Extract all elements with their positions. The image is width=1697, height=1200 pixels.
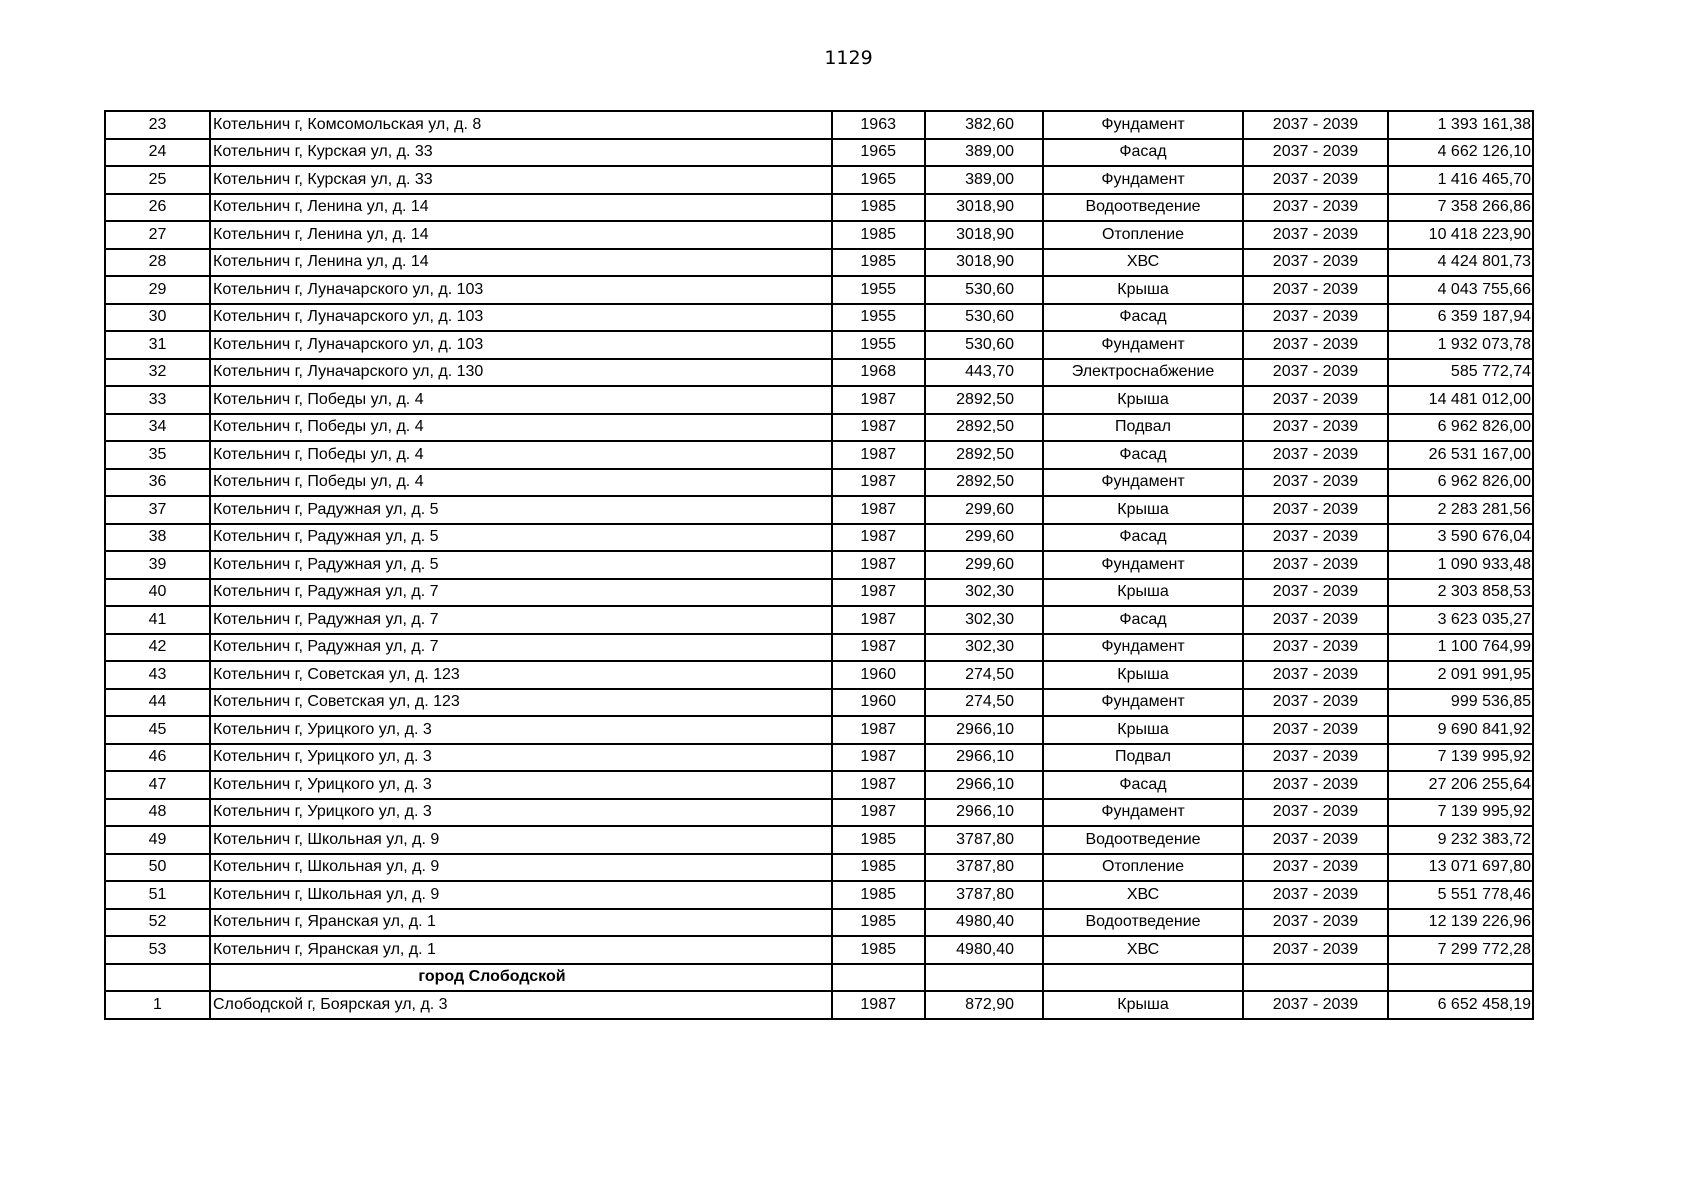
area-cell: 302,30: [925, 579, 1043, 607]
area-cell: 530,60: [925, 304, 1043, 332]
row-number-cell: 27: [105, 221, 210, 249]
work-type-cell: Крыша: [1043, 276, 1243, 304]
area-cell: 382,60: [925, 111, 1043, 139]
address-cell: Котельнич г, Урицкого ул, д. 3: [210, 799, 832, 827]
work-type-cell: ХВС: [1043, 249, 1243, 277]
area-cell: 274,50: [925, 689, 1043, 717]
area-cell: 2966,10: [925, 744, 1043, 772]
build-year-cell: 1985: [832, 221, 925, 249]
build-year-cell: 1985: [832, 249, 925, 277]
period-cell: 2037 - 2039: [1243, 304, 1388, 332]
repair-schedule-table: [104, 110, 1534, 1020]
address-cell: Котельнич г, Победы ул, д. 4: [210, 469, 832, 497]
work-type-cell: Крыша: [1043, 716, 1243, 744]
row-number-cell: 49: [105, 826, 210, 854]
area-cell: 299,60: [925, 551, 1043, 579]
work-type-cell: Фасад: [1043, 139, 1243, 167]
period-cell: 2037 - 2039: [1243, 551, 1388, 579]
build-year-cell: 1987: [832, 991, 925, 1019]
work-type-cell: Фундамент: [1043, 166, 1243, 194]
period-cell: 2037 - 2039: [1243, 359, 1388, 387]
area-cell: 872,90: [925, 991, 1043, 1019]
build-year-cell: 1987: [832, 496, 925, 524]
area-cell: 299,60: [925, 524, 1043, 552]
table-row: [105, 496, 1533, 524]
period-cell: 2037 - 2039: [1243, 496, 1388, 524]
row-number-cell: 31: [105, 331, 210, 359]
table-row: [105, 936, 1533, 964]
row-number-cell: 48: [105, 799, 210, 827]
row-number-cell: 23: [105, 111, 210, 139]
table-row: [105, 524, 1533, 552]
build-year-cell: 1987: [832, 799, 925, 827]
area-cell: 389,00: [925, 139, 1043, 167]
build-year-cell: 1985: [832, 854, 925, 882]
area-cell: 2966,10: [925, 799, 1043, 827]
period-cell: 2037 - 2039: [1243, 936, 1388, 964]
address-cell: Котельнич г, Урицкого ул, д. 3: [210, 771, 832, 799]
table-row: [105, 194, 1533, 222]
address-cell: Котельнич г, Радужная ул, д. 5: [210, 551, 832, 579]
address-cell: Котельнич г, Яранская ул, д. 1: [210, 936, 832, 964]
area-cell: 302,30: [925, 606, 1043, 634]
address-cell: Котельнич г, Луначарского ул, д. 103: [210, 304, 832, 332]
cost-cell: 4 043 755,66: [1388, 276, 1533, 304]
row-number-cell: 1: [105, 991, 210, 1019]
row-number-cell: 35: [105, 441, 210, 469]
cost-cell: 2 283 281,56: [1388, 496, 1533, 524]
row-number-cell: 41: [105, 606, 210, 634]
table-row: [105, 799, 1533, 827]
period-cell: 2037 - 2039: [1243, 331, 1388, 359]
work-type-cell: Фундамент: [1043, 469, 1243, 497]
address-cell: Котельнич г, Луначарского ул, д. 103: [210, 276, 832, 304]
empty-cell: [1043, 964, 1243, 992]
row-number-cell: 24: [105, 139, 210, 167]
cost-cell: 12 139 226,96: [1388, 909, 1533, 937]
cost-cell: 2 303 858,53: [1388, 579, 1533, 607]
address-cell: Котельнич г, Ленина ул, д. 14: [210, 221, 832, 249]
work-type-cell: Фундамент: [1043, 331, 1243, 359]
work-type-cell: Водоотведение: [1043, 909, 1243, 937]
period-cell: 2037 - 2039: [1243, 744, 1388, 772]
cost-cell: 10 418 223,90: [1388, 221, 1533, 249]
table-row: [105, 276, 1533, 304]
table-row: [105, 854, 1533, 882]
empty-cell: [1243, 964, 1388, 992]
table-row: [105, 249, 1533, 277]
area-cell: 302,30: [925, 634, 1043, 662]
table-row: [105, 826, 1533, 854]
address-cell: Котельнич г, Радужная ул, д. 7: [210, 606, 832, 634]
work-type-cell: Подвал: [1043, 414, 1243, 442]
period-cell: 2037 - 2039: [1243, 441, 1388, 469]
period-cell: 2037 - 2039: [1243, 909, 1388, 937]
address-cell: Котельнич г, Яранская ул, д. 1: [210, 909, 832, 937]
build-year-cell: 1985: [832, 194, 925, 222]
row-number-cell: 39: [105, 551, 210, 579]
build-year-cell: 1968: [832, 359, 925, 387]
period-cell: 2037 - 2039: [1243, 826, 1388, 854]
period-cell: 2037 - 2039: [1243, 716, 1388, 744]
table-row: [105, 331, 1533, 359]
cost-cell: 7 139 995,92: [1388, 799, 1533, 827]
area-cell: 2892,50: [925, 414, 1043, 442]
table-row: [105, 744, 1533, 772]
build-year-cell: 1987: [832, 634, 925, 662]
period-cell: 2037 - 2039: [1243, 194, 1388, 222]
area-cell: 443,70: [925, 359, 1043, 387]
period-cell: 2037 - 2039: [1243, 414, 1388, 442]
area-cell: 3018,90: [925, 249, 1043, 277]
table-row: [105, 111, 1533, 139]
work-type-cell: Крыша: [1043, 386, 1243, 414]
empty-cell: [925, 964, 1043, 992]
row-number-cell: 40: [105, 579, 210, 607]
row-number-cell: 32: [105, 359, 210, 387]
row-number-cell: 36: [105, 469, 210, 497]
cost-cell: 6 359 187,94: [1388, 304, 1533, 332]
table-row: [105, 166, 1533, 194]
period-cell: 2037 - 2039: [1243, 579, 1388, 607]
period-cell: 2037 - 2039: [1243, 276, 1388, 304]
build-year-cell: 1987: [832, 716, 925, 744]
area-cell: 2892,50: [925, 386, 1043, 414]
table-body: [105, 111, 1533, 1019]
area-cell: 3787,80: [925, 854, 1043, 882]
work-type-cell: Электроснабжение: [1043, 359, 1243, 387]
cost-cell: 14 481 012,00: [1388, 386, 1533, 414]
work-type-cell: Фасад: [1043, 771, 1243, 799]
row-number-cell: 43: [105, 661, 210, 689]
row-number-cell: 26: [105, 194, 210, 222]
row-number-cell: 29: [105, 276, 210, 304]
work-type-cell: Отопление: [1043, 854, 1243, 882]
page-number: 1129: [824, 47, 873, 69]
period-cell: 2037 - 2039: [1243, 771, 1388, 799]
row-number-cell: 51: [105, 881, 210, 909]
table-row: [105, 359, 1533, 387]
build-year-cell: 1963: [832, 111, 925, 139]
cost-cell: 13 071 697,80: [1388, 854, 1533, 882]
cost-cell: 26 531 167,00: [1388, 441, 1533, 469]
cost-cell: 585 772,74: [1388, 359, 1533, 387]
address-cell: Слободской г, Боярская ул, д. 3: [210, 991, 832, 1019]
work-type-cell: Фасад: [1043, 304, 1243, 332]
table-row: [105, 909, 1533, 937]
build-year-cell: 1987: [832, 771, 925, 799]
cost-cell: 1 090 933,48: [1388, 551, 1533, 579]
period-cell: 2037 - 2039: [1243, 634, 1388, 662]
cost-cell: 4 424 801,73: [1388, 249, 1533, 277]
cost-cell: 1 932 073,78: [1388, 331, 1533, 359]
area-cell: 2966,10: [925, 771, 1043, 799]
table-row: [105, 689, 1533, 717]
build-year-cell: 1987: [832, 469, 925, 497]
address-cell: Котельнич г, Луначарского ул, д. 130: [210, 359, 832, 387]
table-row: [105, 221, 1533, 249]
period-cell: 2037 - 2039: [1243, 661, 1388, 689]
address-cell: Котельнич г, Победы ул, д. 4: [210, 386, 832, 414]
work-type-cell: Фундамент: [1043, 634, 1243, 662]
work-type-cell: Фасад: [1043, 524, 1243, 552]
area-cell: 299,60: [925, 496, 1043, 524]
work-type-cell: Водоотведение: [1043, 826, 1243, 854]
address-cell: Котельнич г, Урицкого ул, д. 3: [210, 744, 832, 772]
address-cell: Котельнич г, Курская ул, д. 33: [210, 166, 832, 194]
empty-cell: [1388, 964, 1533, 992]
row-number-cell: 37: [105, 496, 210, 524]
address-cell: Котельнич г, Радужная ул, д. 7: [210, 579, 832, 607]
cost-cell: 3 590 676,04: [1388, 524, 1533, 552]
period-cell: 2037 - 2039: [1243, 139, 1388, 167]
empty-cell: [832, 964, 925, 992]
cost-cell: 6 962 826,00: [1388, 414, 1533, 442]
work-type-cell: Фундамент: [1043, 799, 1243, 827]
area-cell: 3018,90: [925, 221, 1043, 249]
row-number-cell: 45: [105, 716, 210, 744]
build-year-cell: 1987: [832, 414, 925, 442]
empty-cell: [105, 964, 210, 992]
build-year-cell: 1987: [832, 386, 925, 414]
address-cell: Котельнич г, Ленина ул, д. 14: [210, 249, 832, 277]
period-cell: 2037 - 2039: [1243, 799, 1388, 827]
address-cell: Котельнич г, Радужная ул, д. 7: [210, 634, 832, 662]
build-year-cell: 1955: [832, 331, 925, 359]
table-row: [105, 881, 1533, 909]
address-cell: Котельнич г, Советская ул, д. 123: [210, 689, 832, 717]
work-type-cell: Крыша: [1043, 661, 1243, 689]
row-number-cell: 33: [105, 386, 210, 414]
work-type-cell: Крыша: [1043, 496, 1243, 524]
table-row: [105, 579, 1533, 607]
period-cell: 2037 - 2039: [1243, 469, 1388, 497]
cost-cell: 4 662 126,10: [1388, 139, 1533, 167]
section-header-row: [105, 964, 1533, 992]
cost-cell: 2 091 991,95: [1388, 661, 1533, 689]
table-row: [105, 551, 1533, 579]
row-number-cell: 28: [105, 249, 210, 277]
row-number-cell: 25: [105, 166, 210, 194]
table-row: [105, 716, 1533, 744]
cost-cell: 27 206 255,64: [1388, 771, 1533, 799]
period-cell: 2037 - 2039: [1243, 111, 1388, 139]
table-row: [105, 634, 1533, 662]
build-year-cell: 1985: [832, 909, 925, 937]
cost-cell: 7 358 266,86: [1388, 194, 1533, 222]
address-cell: Котельнич г, Луначарского ул, д. 103: [210, 331, 832, 359]
cost-cell: 6 652 458,19: [1388, 991, 1533, 1019]
build-year-cell: 1985: [832, 826, 925, 854]
work-type-cell: Подвал: [1043, 744, 1243, 772]
row-number-cell: 44: [105, 689, 210, 717]
period-cell: 2037 - 2039: [1243, 249, 1388, 277]
table-row: [105, 139, 1533, 167]
table-row: [105, 606, 1533, 634]
cost-cell: 999 536,85: [1388, 689, 1533, 717]
address-cell: Котельнич г, Победы ул, д. 4: [210, 441, 832, 469]
address-cell: Котельнич г, Ленина ул, д. 14: [210, 194, 832, 222]
table-row: [105, 661, 1533, 689]
build-year-cell: 1987: [832, 606, 925, 634]
cost-cell: 5 551 778,46: [1388, 881, 1533, 909]
build-year-cell: 1965: [832, 139, 925, 167]
area-cell: 3018,90: [925, 194, 1043, 222]
cost-cell: 6 962 826,00: [1388, 469, 1533, 497]
area-cell: 274,50: [925, 661, 1043, 689]
work-type-cell: Крыша: [1043, 579, 1243, 607]
cost-cell: 3 623 035,27: [1388, 606, 1533, 634]
cost-cell: 7 299 772,28: [1388, 936, 1533, 964]
area-cell: 2892,50: [925, 469, 1043, 497]
row-number-cell: 38: [105, 524, 210, 552]
period-cell: 2037 - 2039: [1243, 854, 1388, 882]
row-number-cell: 50: [105, 854, 210, 882]
build-year-cell: 1987: [832, 441, 925, 469]
table-row: [105, 771, 1533, 799]
row-number-cell: 53: [105, 936, 210, 964]
address-cell: Котельнич г, Победы ул, д. 4: [210, 414, 832, 442]
area-cell: 2892,50: [925, 441, 1043, 469]
work-type-cell: ХВС: [1043, 881, 1243, 909]
work-type-cell: Водоотведение: [1043, 194, 1243, 222]
period-cell: 2037 - 2039: [1243, 524, 1388, 552]
period-cell: 2037 - 2039: [1243, 991, 1388, 1019]
build-year-cell: 1960: [832, 689, 925, 717]
work-type-cell: Фундамент: [1043, 689, 1243, 717]
period-cell: 2037 - 2039: [1243, 689, 1388, 717]
build-year-cell: 1987: [832, 551, 925, 579]
address-cell: Котельнич г, Урицкого ул, д. 3: [210, 716, 832, 744]
address-cell: Котельнич г, Радужная ул, д. 5: [210, 496, 832, 524]
work-type-cell: Фундамент: [1043, 111, 1243, 139]
period-cell: 2037 - 2039: [1243, 166, 1388, 194]
area-cell: 4980,40: [925, 909, 1043, 937]
table-row: [105, 414, 1533, 442]
period-cell: 2037 - 2039: [1243, 881, 1388, 909]
table-row: [105, 304, 1533, 332]
row-number-cell: 47: [105, 771, 210, 799]
build-year-cell: 1987: [832, 579, 925, 607]
work-type-cell: Фундамент: [1043, 551, 1243, 579]
build-year-cell: 1985: [832, 936, 925, 964]
cost-cell: 9 232 383,72: [1388, 826, 1533, 854]
address-cell: Котельнич г, Школьная ул, д. 9: [210, 826, 832, 854]
row-number-cell: 46: [105, 744, 210, 772]
build-year-cell: 1960: [832, 661, 925, 689]
period-cell: 2037 - 2039: [1243, 606, 1388, 634]
table-row: [105, 469, 1533, 497]
row-number-cell: 52: [105, 909, 210, 937]
area-cell: 530,60: [925, 331, 1043, 359]
work-type-cell: Фасад: [1043, 441, 1243, 469]
cost-cell: 7 139 995,92: [1388, 744, 1533, 772]
work-type-cell: Фасад: [1043, 606, 1243, 634]
address-cell: Котельнич г, Советская ул, д. 123: [210, 661, 832, 689]
address-cell: Котельнич г, Школьная ул, д. 9: [210, 854, 832, 882]
build-year-cell: 1965: [832, 166, 925, 194]
area-cell: 3787,80: [925, 881, 1043, 909]
area-cell: 4980,40: [925, 936, 1043, 964]
work-type-cell: Отопление: [1043, 221, 1243, 249]
build-year-cell: 1955: [832, 304, 925, 332]
area-cell: 2966,10: [925, 716, 1043, 744]
address-cell: Котельнич г, Комсомольская ул, д. 8: [210, 111, 832, 139]
area-cell: 3787,80: [925, 826, 1043, 854]
cost-cell: 1 416 465,70: [1388, 166, 1533, 194]
row-number-cell: 34: [105, 414, 210, 442]
build-year-cell: 1985: [832, 881, 925, 909]
period-cell: 2037 - 2039: [1243, 221, 1388, 249]
address-cell: Котельнич г, Радужная ул, д. 5: [210, 524, 832, 552]
row-number-cell: 30: [105, 304, 210, 332]
work-type-cell: Крыша: [1043, 991, 1243, 1019]
area-cell: 389,00: [925, 166, 1043, 194]
build-year-cell: 1987: [832, 744, 925, 772]
cost-cell: 9 690 841,92: [1388, 716, 1533, 744]
cost-cell: 1 100 764,99: [1388, 634, 1533, 662]
row-number-cell: 42: [105, 634, 210, 662]
area-cell: 530,60: [925, 276, 1043, 304]
table-row: [105, 441, 1533, 469]
build-year-cell: 1955: [832, 276, 925, 304]
section-title: город Слободской: [210, 964, 832, 992]
work-type-cell: ХВС: [1043, 936, 1243, 964]
period-cell: 2037 - 2039: [1243, 386, 1388, 414]
address-cell: Котельнич г, Курская ул, д. 33: [210, 139, 832, 167]
table-row: [105, 386, 1533, 414]
build-year-cell: 1987: [832, 524, 925, 552]
address-cell: Котельнич г, Школьная ул, д. 9: [210, 881, 832, 909]
cost-cell: 1 393 161,38: [1388, 111, 1533, 139]
table-row: [105, 991, 1533, 1019]
